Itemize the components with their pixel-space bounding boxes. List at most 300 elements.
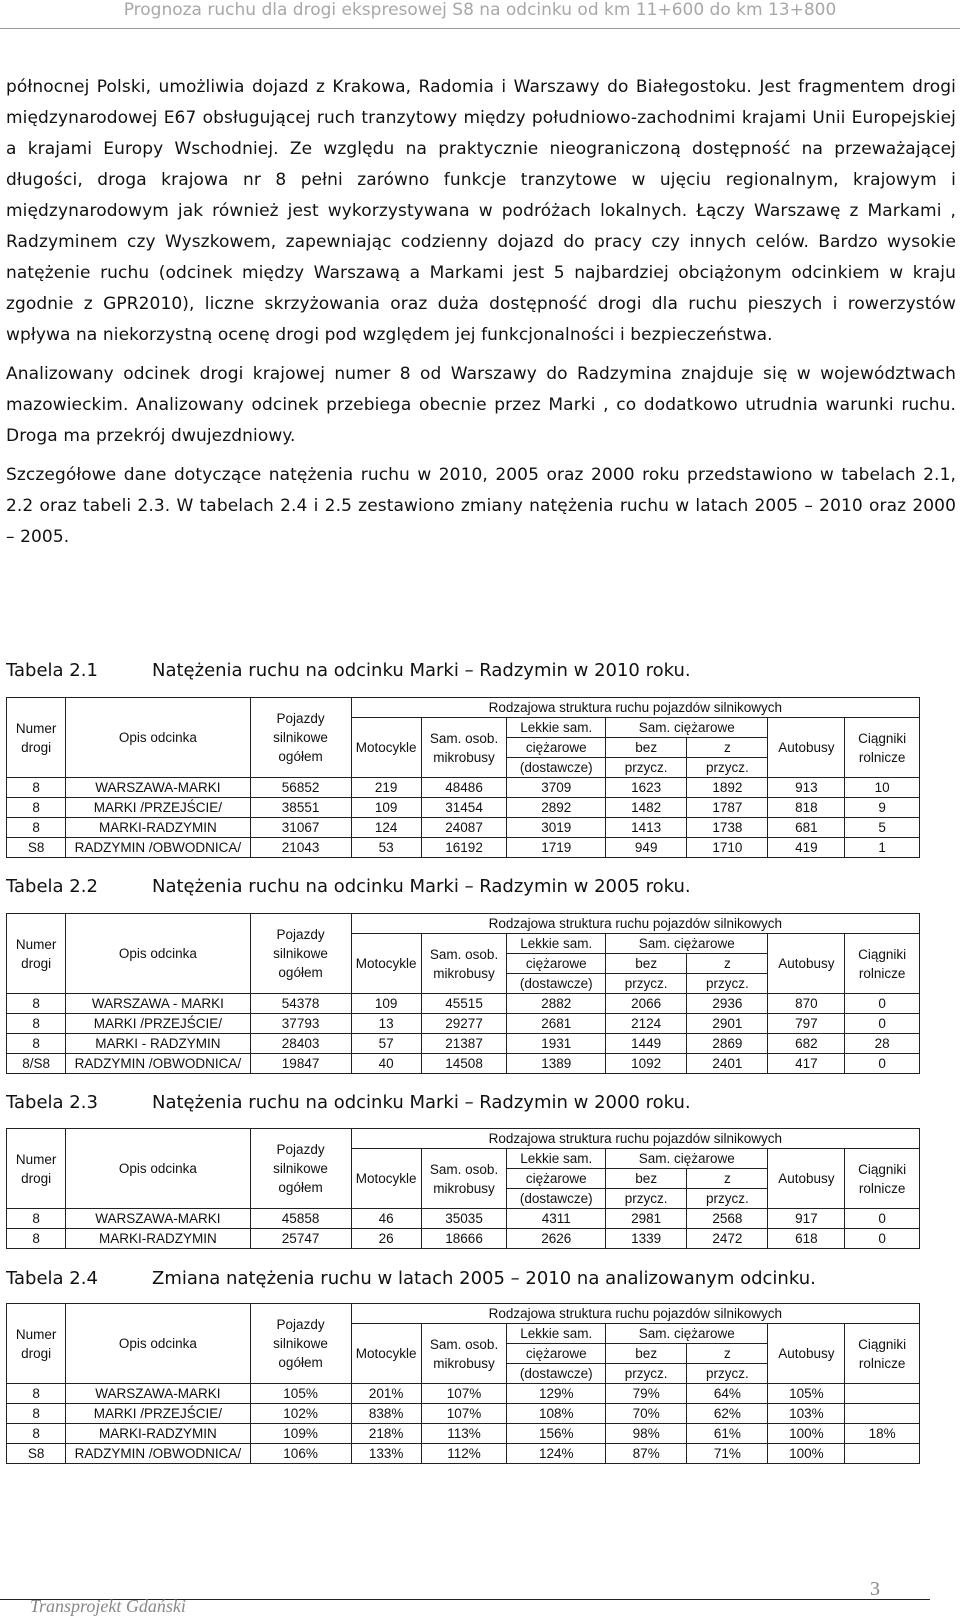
- table-cell: 35035: [421, 1209, 507, 1229]
- table-cell: 13: [351, 1014, 421, 1034]
- header-text: Sam. osob.: [429, 946, 499, 962]
- col-bez-2: [606, 974, 687, 994]
- table-cell: 124%: [507, 1444, 606, 1464]
- col-bez-2: [606, 1364, 687, 1384]
- table-cell: 0: [845, 1209, 920, 1229]
- header-text: Opis odcinka: [118, 1161, 197, 1176]
- table-cell: 8: [7, 1384, 66, 1404]
- col-opis-odcinka: [66, 1304, 250, 1384]
- header-text: Rodzajowa struktura ruchu pojazdów silnikowych: [488, 1306, 782, 1321]
- col-lekkie-2: [507, 1169, 606, 1189]
- col-z-2: [687, 1364, 768, 1384]
- table-cell: 48486: [421, 778, 507, 798]
- table-cell: [845, 1444, 920, 1464]
- table-cell: 1623: [606, 778, 687, 798]
- table-cell: 53: [351, 838, 421, 858]
- table-cell: 108%: [507, 1404, 606, 1424]
- header-text: przycz.: [705, 760, 749, 775]
- table-title: Natężenia ruchu na odcinku Marki – Radzymin w 2005 roku.: [152, 876, 691, 897]
- table-cell: 57: [351, 1034, 421, 1054]
- header-text: silnikowe: [273, 1161, 328, 1176]
- col-group-rodzajowa: [351, 1129, 919, 1149]
- table-cell: 5: [845, 818, 920, 838]
- col-motocykle: [351, 718, 421, 778]
- table-cell: 2869: [687, 1034, 768, 1054]
- col-autobusy: [768, 1149, 845, 1209]
- col-bez-2: [606, 1189, 687, 1209]
- col-bez-2: [606, 758, 687, 778]
- table-cell: 21387: [421, 1034, 507, 1054]
- header-text: Pojazdy: [276, 927, 325, 942]
- table-cell: 417: [768, 1054, 845, 1074]
- header-text: Lekkie sam.: [520, 936, 593, 951]
- col-autobusy: [768, 934, 845, 994]
- header-text: Sam. ciężarowe: [638, 936, 735, 951]
- header-text: Numer: [15, 936, 57, 952]
- table-cell: 681: [768, 818, 845, 838]
- col-pojazdy-ogolem: [250, 914, 351, 994]
- col-lekkie-3: [507, 1189, 606, 1209]
- col-lekkie-3: [507, 758, 606, 778]
- header-text: Opis odcinka: [118, 1336, 197, 1351]
- table-cell: RADZYMIN /OBWODNICA/: [66, 838, 250, 858]
- header-text: Autobusy: [778, 740, 835, 755]
- footer-company: Transprojekt Gdański: [30, 1596, 186, 1616]
- table-cell: 45858: [250, 1209, 351, 1229]
- header-text: Motocykle: [355, 1346, 417, 1361]
- table-cell: 107%: [421, 1404, 507, 1424]
- header-text: silnikowe: [273, 946, 328, 961]
- table-row: [7, 994, 920, 1014]
- col-motocykle: [351, 1324, 421, 1384]
- header-text: Opis odcinka: [118, 730, 197, 745]
- traffic-table-2010: [6, 697, 920, 858]
- table-row: [7, 838, 920, 858]
- table-cell: 1738: [687, 818, 768, 838]
- header-text: z: [724, 1171, 731, 1186]
- col-group-rodzajowa: [351, 698, 919, 718]
- table-row: [7, 1209, 920, 1229]
- table-cell: 0: [845, 1054, 920, 1074]
- table-cell: 201%: [351, 1384, 421, 1404]
- header-text: Pojazdy: [276, 1142, 325, 1157]
- table-row: [7, 1444, 920, 1464]
- table-cell: 1482: [606, 798, 687, 818]
- header-text: Sam. osob.: [429, 1336, 499, 1352]
- table-cell: 79%: [606, 1384, 687, 1404]
- header-text: ciężarowe: [525, 1171, 587, 1186]
- table-cell: 870: [768, 994, 845, 1014]
- table-cell: 28403: [250, 1034, 351, 1054]
- table-cell: 40: [351, 1054, 421, 1074]
- table-cell: MARKI-RADZYMIN: [66, 1424, 250, 1444]
- page-header: [0, 0, 960, 40]
- table-cell: 46: [351, 1209, 421, 1229]
- table-cell: 913: [768, 778, 845, 798]
- table-cell: 2981: [606, 1209, 687, 1229]
- table-cell: 38551: [250, 798, 351, 818]
- table-cell: 113%: [421, 1424, 507, 1444]
- table-cell: 2124: [606, 1014, 687, 1034]
- col-numer-drogi: [7, 1304, 66, 1384]
- table-cell: 8: [7, 818, 66, 838]
- col-bez-1: [606, 738, 687, 758]
- header-text: rolnicze: [858, 1180, 906, 1196]
- table-title: Zmiana natężenia ruchu w latach 2005 – 2010 na analizowanym odcinku.: [152, 1268, 816, 1289]
- table-cell: 71%: [687, 1444, 768, 1464]
- header-text: Autobusy: [778, 956, 835, 971]
- table-cell: 156%: [507, 1424, 606, 1444]
- header-text: Pojazdy: [276, 711, 325, 726]
- header-text: mikrobusy: [433, 965, 495, 981]
- col-numer-drogi: [7, 698, 66, 778]
- table-label: Tabela 2.1: [6, 660, 98, 681]
- col-z-1: [687, 1344, 768, 1364]
- header-text: Ciągniki: [858, 946, 907, 962]
- header-text: Lekkie sam.: [520, 1151, 593, 1166]
- table-cell: 18666: [421, 1229, 507, 1249]
- table-row: [7, 778, 920, 798]
- table-title: Natężenia ruchu na odcinku Marki – Radzymin w 2010 roku.: [152, 660, 691, 681]
- col-motocykle: [351, 934, 421, 994]
- col-sam-osob: [421, 718, 507, 778]
- table-cell: 133%: [351, 1444, 421, 1464]
- table-cell: 2401: [687, 1054, 768, 1074]
- header-text: przycz.: [705, 1366, 749, 1381]
- table-cell: 8: [7, 994, 66, 1014]
- col-motocykle: [351, 1149, 421, 1209]
- table-cell: 18%: [845, 1424, 920, 1444]
- header-text: drogi: [21, 1345, 52, 1361]
- table-cell: 56852: [250, 778, 351, 798]
- header-row: [7, 1304, 920, 1324]
- table-title: Natężenia ruchu na odcinku Marki – Radzymin w 2000 roku.: [152, 1092, 691, 1113]
- table-cell: MARKI-RADZYMIN: [66, 1229, 250, 1249]
- col-numer-drogi: [7, 914, 66, 994]
- table-cell: 8: [7, 1424, 66, 1444]
- table-cell: 218%: [351, 1424, 421, 1444]
- table-cell: [845, 1384, 920, 1404]
- col-group-rodzajowa: [351, 914, 919, 934]
- col-opis-odcinka: [66, 698, 250, 778]
- header-text: (dostawcze): [519, 1191, 593, 1206]
- header-text: ciężarowe: [525, 956, 587, 971]
- table-cell: 3709: [507, 778, 606, 798]
- col-lekkie-3: [507, 1364, 606, 1384]
- header-text: Numer: [15, 720, 57, 736]
- table-cell: 682: [768, 1034, 845, 1054]
- header-text: Rodzajowa struktura ruchu pojazdów silnikowych: [488, 916, 782, 931]
- header-text: Motocykle: [355, 740, 417, 755]
- table-label: Tabela 2.2: [6, 876, 98, 897]
- table-cell: 219: [351, 778, 421, 798]
- table-cell: 2892: [507, 798, 606, 818]
- paragraph-3: Szczegółowe dane dotyczące natężenia ruchu w 2010, 2005 oraz 2000 roku przedstawiono w tabelach 2.1, 2.2 oraz tabeli 2.3. W tabelach 2.4 i 2.5 zestawiono zmiany natężenia ruchu w latach 2005 – 2010 oraz 2000 – 2005.: [6, 465, 956, 547]
- col-sam-ciezarowe: [606, 1324, 768, 1344]
- header-text: Ciągniki: [858, 730, 907, 746]
- table-cell: 1092: [606, 1054, 687, 1074]
- table-row: [7, 1014, 920, 1034]
- col-ciagniki: [845, 1324, 920, 1384]
- col-bez-1: [606, 1344, 687, 1364]
- table-cell: 19847: [250, 1054, 351, 1074]
- header-text: przycz.: [705, 976, 749, 991]
- table-cell: 102%: [250, 1404, 351, 1424]
- page-number: 3: [870, 1578, 880, 1600]
- col-group-rodzajowa: [351, 1304, 919, 1324]
- header-text: bez: [635, 956, 658, 971]
- header-text: ciężarowe: [525, 740, 587, 755]
- header-text: Sam. osob.: [429, 730, 499, 746]
- header-text: bez: [635, 740, 658, 755]
- header-text: Lekkie sam.: [520, 1326, 593, 1341]
- table-cell: RADZYMIN /OBWODNICA/: [66, 1444, 250, 1464]
- header-text: z: [724, 956, 731, 971]
- header-text: rolnicze: [858, 1355, 906, 1371]
- table-cell: 103%: [768, 1404, 845, 1424]
- table-cell: 8: [7, 1014, 66, 1034]
- col-lekkie-2: [507, 1344, 606, 1364]
- table-cell: WARSZAWA-MARKI: [66, 778, 250, 798]
- header-text: silnikowe: [273, 1336, 328, 1351]
- table-row: [7, 818, 920, 838]
- header-text: ciężarowe: [525, 1346, 587, 1361]
- header-title: Prognoza ruchu dla drogi ekspresowej S8 na odcinku od km 11+600 do km 13+800: [123, 0, 837, 20]
- table-row: [7, 1424, 920, 1444]
- header-text: Ciągniki: [858, 1336, 907, 1352]
- table-cell: 8/S8: [7, 1054, 66, 1074]
- table-cell: MARKI-RADZYMIN: [66, 818, 250, 838]
- table-cell: 8: [7, 798, 66, 818]
- table-cell: 1710: [687, 838, 768, 858]
- table-cell: WARSZAWA-MARKI: [66, 1384, 250, 1404]
- table-cell: 14508: [421, 1054, 507, 1074]
- table-cell: 0: [845, 1014, 920, 1034]
- table-cell: 3019: [507, 818, 606, 838]
- table-cell: 1787: [687, 798, 768, 818]
- header-text: Autobusy: [778, 1171, 835, 1186]
- table-cell: 8: [7, 1404, 66, 1424]
- col-bez-1: [606, 954, 687, 974]
- header-text: Rodzajowa struktura ruchu pojazdów silnikowych: [488, 1131, 782, 1146]
- table-cell: 16192: [421, 838, 507, 858]
- table-cell: 109%: [250, 1424, 351, 1444]
- header-text: ogółem: [278, 1180, 323, 1195]
- table-cell: 2626: [507, 1229, 606, 1249]
- table-cell: 0: [845, 994, 920, 1014]
- table-label: Tabela 2.3: [6, 1092, 98, 1113]
- table-cell: S8: [7, 838, 66, 858]
- table-cell: 62%: [687, 1404, 768, 1424]
- col-autobusy: [768, 718, 845, 778]
- col-sam-osob: [421, 1149, 507, 1209]
- header-text: przycz.: [624, 1366, 668, 1381]
- body-text: [6, 72, 956, 561]
- table-cell: 21043: [250, 838, 351, 858]
- table-cell: 37793: [250, 1014, 351, 1034]
- table-cell: 1719: [507, 838, 606, 858]
- col-sam-osob: [421, 934, 507, 994]
- table-cell: 98%: [606, 1424, 687, 1444]
- header-text: Ciągniki: [858, 1161, 907, 1177]
- table-cell: 112%: [421, 1444, 507, 1464]
- table-cell: 8: [7, 1229, 66, 1249]
- col-lekkie-2: [507, 738, 606, 758]
- table-cell: 24087: [421, 818, 507, 838]
- table-cell: 797: [768, 1014, 845, 1034]
- header-text: (dostawcze): [519, 760, 593, 775]
- table-cell: 949: [606, 838, 687, 858]
- header-text: ogółem: [278, 965, 323, 980]
- col-opis-odcinka: [66, 914, 250, 994]
- table-cell: 64%: [687, 1384, 768, 1404]
- col-autobusy: [768, 1324, 845, 1384]
- header-text: Motocykle: [355, 956, 417, 971]
- table-cell: 1931: [507, 1034, 606, 1054]
- table-cell: 109: [351, 994, 421, 1014]
- table-cell: 100%: [768, 1424, 845, 1444]
- header-text: rolnicze: [858, 749, 906, 765]
- table-cell: 54378: [250, 994, 351, 1014]
- header-text: drogi: [21, 955, 52, 971]
- table-cell: 26: [351, 1229, 421, 1249]
- table-cell: 61%: [687, 1424, 768, 1444]
- col-pojazdy-ogolem: [250, 698, 351, 778]
- header-text: (dostawcze): [519, 1366, 593, 1381]
- table-cell: 9: [845, 798, 920, 818]
- table-cell: 2568: [687, 1209, 768, 1229]
- table-cell: 2882: [507, 994, 606, 1014]
- col-sam-osob: [421, 1324, 507, 1384]
- traffic-table-2000: [6, 1128, 920, 1249]
- table-row: [7, 1384, 920, 1404]
- table-cell: 1339: [606, 1229, 687, 1249]
- table-cell: 2936: [687, 994, 768, 1014]
- header-text: Sam. osob.: [429, 1161, 499, 1177]
- col-z-1: [687, 954, 768, 974]
- traffic-change-table-2005-2010: [6, 1303, 920, 1464]
- header-text: przycz.: [624, 1191, 668, 1206]
- col-sam-ciezarowe: [606, 718, 768, 738]
- header-text: przycz.: [624, 760, 668, 775]
- table-cell: WARSZAWA - MARKI: [66, 994, 250, 1014]
- table-cell: 1449: [606, 1034, 687, 1054]
- table-cell: 105%: [250, 1384, 351, 1404]
- table-cell: WARSZAWA-MARKI: [66, 1209, 250, 1229]
- table-cell: MARKI /PRZEJŚCIE/: [66, 1014, 250, 1034]
- table-row: [7, 1054, 920, 1074]
- table-label: Tabela 2.4: [6, 1268, 98, 1289]
- header-row: [7, 914, 920, 934]
- table-row: [7, 798, 920, 818]
- header-text: Opis odcinka: [118, 946, 197, 961]
- header-text: Lekkie sam.: [520, 720, 593, 735]
- header-text: drogi: [21, 739, 52, 755]
- header-text: bez: [635, 1171, 658, 1186]
- col-lekkie-2: [507, 954, 606, 974]
- table-cell: 2901: [687, 1014, 768, 1034]
- table-cell: 8: [7, 1209, 66, 1229]
- table-cell: 100%: [768, 1444, 845, 1464]
- table-cell: 129%: [507, 1384, 606, 1404]
- table-cell: 105%: [768, 1384, 845, 1404]
- col-sam-ciezarowe: [606, 1149, 768, 1169]
- header-text: przycz.: [705, 1191, 749, 1206]
- header-text: mikrobusy: [433, 749, 495, 765]
- table-cell: 917: [768, 1209, 845, 1229]
- table-cell: 106%: [250, 1444, 351, 1464]
- table-cell: 10: [845, 778, 920, 798]
- header-text: (dostawcze): [519, 976, 593, 991]
- header-text: mikrobusy: [433, 1355, 495, 1371]
- table-cell: 8: [7, 1034, 66, 1054]
- table-cell: 419: [768, 838, 845, 858]
- header-text: silnikowe: [273, 730, 328, 745]
- col-ciagniki: [845, 1149, 920, 1209]
- table-cell: 87%: [606, 1444, 687, 1464]
- col-numer-drogi: [7, 1129, 66, 1209]
- header-rule: [0, 28, 960, 29]
- header-text: drogi: [21, 1170, 52, 1186]
- table-cell: 1413: [606, 818, 687, 838]
- header-text: z: [724, 740, 731, 755]
- col-ciagniki: [845, 718, 920, 778]
- table-cell: 838%: [351, 1404, 421, 1424]
- table-cell: 618: [768, 1229, 845, 1249]
- table-cell: 1389: [507, 1054, 606, 1074]
- table-cell: 818: [768, 798, 845, 818]
- table-cell: 2681: [507, 1014, 606, 1034]
- table-cell: 4311: [507, 1209, 606, 1229]
- table-cell: RADZYMIN /OBWODNICA/: [66, 1054, 250, 1074]
- paragraph-1: północnej Polski, umożliwia dojazd z Krakowa, Radomia i Warszawy do Białegostoku. Jest fragmentem drogi międzynarodowej E67 obsługującej ruch tranzytowy między południowo-zachodnimi krajami Unii Europejskiej a krajami Europy Wschodniej. Ze względu na praktycznie nieograniczoną dostępność na przeważającej długości, droga krajowa nr 8 pełni zarówno funkcje tranzytowe w ujęciu regionalnym, krajowym i międzynarodowym jak również jest wykorzystywana w podróżach lokalnych. Łączy Warszawę z Markami , Radzyminem czy Wyszkowem, zapewniając codzienny dojazd do pracy czy innych celów. Bardzo wysokie natężenie ruchu (odcinek między Warszawą a Markami jest 5 najbardziej obciążonym odcinkiem w kraju zgodnie z GPR2010), liczne skrzyżowania oraz duża dostępność drogi dla ruchu pieszych i rowerzystów wpływa na niekorzystną ocenę drogi pod względem jej funkcjonalności i bezpieczeństwa.: [6, 77, 956, 345]
- header-text: Numer: [15, 1326, 57, 1342]
- col-z-2: [687, 758, 768, 778]
- traffic-table-2005: [6, 913, 920, 1074]
- header-text: mikrobusy: [433, 1180, 495, 1196]
- header-text: Pojazdy: [276, 1317, 325, 1332]
- header-row: [7, 698, 920, 718]
- col-z-2: [687, 1189, 768, 1209]
- table-cell: 109: [351, 798, 421, 818]
- table-cell: 0: [845, 1229, 920, 1249]
- col-lekkie-3: [507, 974, 606, 994]
- table-row: [7, 1229, 920, 1249]
- table-cell: 29277: [421, 1014, 507, 1034]
- table-cell: [845, 1404, 920, 1424]
- col-lekkie-1: [507, 718, 606, 738]
- table-cell: 70%: [606, 1404, 687, 1424]
- header-row: [7, 1129, 920, 1149]
- header-text: ogółem: [278, 749, 323, 764]
- header-text: z: [724, 1346, 731, 1361]
- col-ciagniki: [845, 934, 920, 994]
- header-text: ogółem: [278, 1355, 323, 1370]
- col-z-2: [687, 974, 768, 994]
- table-cell: MARKI /PRZEJŚCIE/: [66, 798, 250, 818]
- table-cell: 25747: [250, 1229, 351, 1249]
- header-text: Numer: [15, 1151, 57, 1167]
- col-sam-ciezarowe: [606, 934, 768, 954]
- col-z-1: [687, 1169, 768, 1189]
- table-row: [7, 1034, 920, 1054]
- header-text: rolnicze: [858, 965, 906, 981]
- col-pojazdy-ogolem: [250, 1129, 351, 1209]
- table-row: [7, 1404, 920, 1424]
- table-cell: 107%: [421, 1384, 507, 1404]
- table-cell: MARKI /PRZEJŚCIE/: [66, 1404, 250, 1424]
- paragraph-2: Analizowany odcinek drogi krajowej numer 8 od Warszawy do Radzymina znajduje się w województwach mazowieckim. Analizowany odcinek przebiega obecnie przez Marki , co dodatkowo utrudnia warunki ruchu. Droga ma przekrój dwujezdniowy.: [6, 364, 956, 446]
